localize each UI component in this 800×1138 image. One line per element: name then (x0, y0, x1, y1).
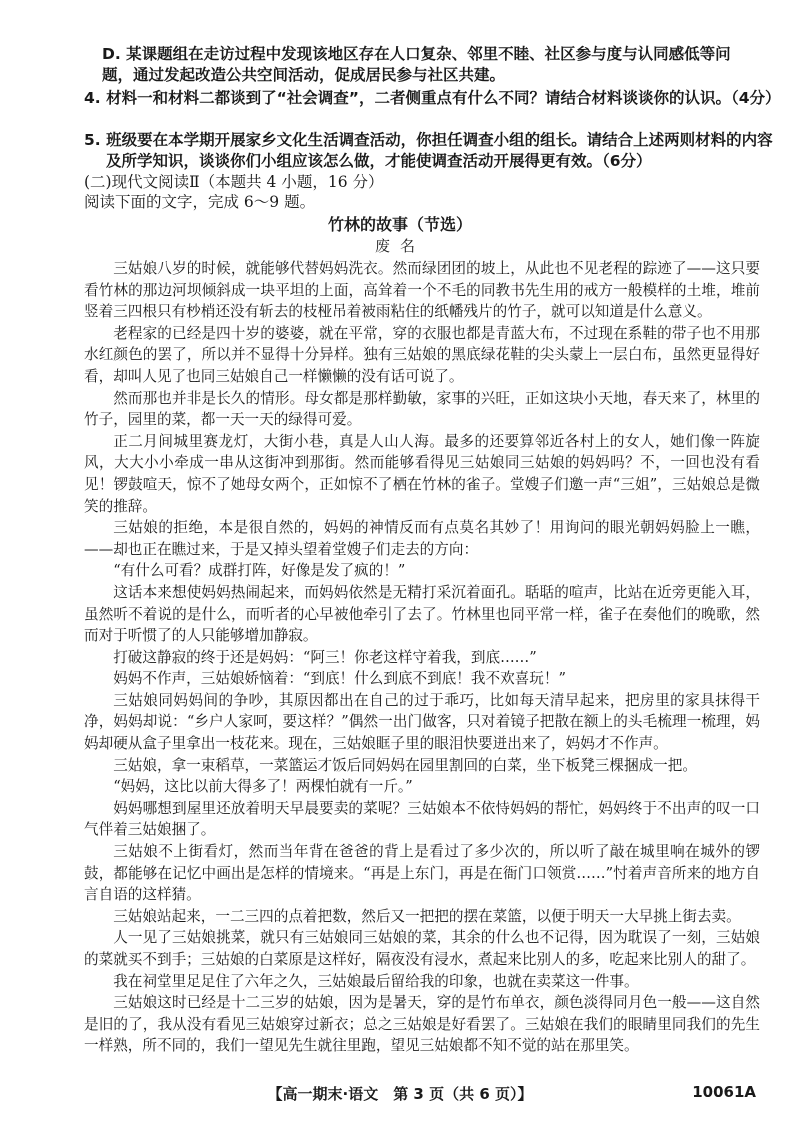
article-paragraph: 正二月间城里赛龙灯，大街小巷，真是人山人海。最多的还要算邻近各村上的女人，她们像一阵旋风，大大小小牵成一串从这街冲到那街。然而能够看得见三姑娘同三姑娘的妈妈吗？不，一回也没有看见！锣鼓喧天，惊不了她母女两个，正如惊不了栖在竹林的雀子。堂嫂子们邀一声“三姐”，三姑娘总是微笑的推辞。 (84, 432, 760, 515)
article-paragraph: 打破这静寂的终于还是妈妈：“阿三！你老这样守着我，到底……” (113, 648, 537, 666)
exam-code: 10061A (692, 1083, 756, 1101)
article-paragraph: 三姑娘同妈妈间的争吵，其原因都出在自己的过于乖巧，比如每天清早起来，把房里的家具抹得干净，妈妈却说：“乡户人家呵，要这样？”偶然一出门做客，只对着镜子把散在额上的头毛梳理一梳理，妈妈却硬从盒子里拿出一枝花来。现在，三姑娘眶子里的眼泪快要迸出来了，妈妈才不作声。 (84, 691, 760, 753)
article-paragraph: “妈妈，这比以前大得多了！两棵怕就有一斤。” (113, 778, 413, 796)
option-d: D. 某课题组在走访过程中发现该地区存在人口复杂、邻里不睦、社区参与度与认同感低等问题，通过发起改造公共空间活动，促成居民参与社区共建。 (102, 45, 731, 84)
question-4-text: 4. 材料一和材料二都谈到了“社会调查”，二者侧重点有什么不同？请结合材料谈谈你的认识。 (84, 89, 731, 107)
article-paragraph: 老程家的已经是四十岁的婆婆，就在平常，穿的衣服也都是青蓝大布，不过现在系鞋的带子也不用那水红颜色的罢了，所以并不显得十分异样。独有三姑娘的黑底绿花鞋的尖头蒙上一层白布，虽然更显得好看，却叫人见了也同三姑娘自己一样懒懒的没有话可说了。 (84, 324, 760, 385)
article-paragraph: 三姑娘八岁的时候，就能够代替妈妈洗衣。然而绿团团的坡上，从此也不见老程的踪迹了——这只要看竹林的那边河坝倾斜成一块平坦的上面，高耸着一个不毛的同教书先生用的戒方一般模样的土堆，堆前竖着三四根只有杪梢还没有斩去的枝桠吊着被雨粘住的纸幡残片的竹子，就可以知道是什么意义。 (84, 260, 760, 321)
article-paragraph: 人一见了三姑娘挑菜，就只有三姑娘同三姑娘的菜，其余的什么也不记得，因为耽误了一刻，三姑娘的菜就买不到手；三姑娘的白菜原是这样好，隔夜没有浸水，煮起来比别人的多，吃起来比别人的甜了。 (84, 929, 760, 968)
article-paragraph: 三姑娘，拿一束稻草，一菜篮运才饭后同妈妈在园里割回的白菜，坐下板凳三棵捆成一把。 (113, 756, 697, 774)
question-5: 5. 班级要在本学期开展家乡文化生活调查活动，你担任调查小组的组长。请结合上述两则材料的内容及所学知识，谈谈你们小组应该怎么做，才能使调查活动开展得更有效。（6分） (84, 131, 773, 170)
article-paragraph: 三姑娘这时已经是十二三岁的姑娘，因为是暑天，穿的是竹布单衣，颜色淡得同月色一般——这自然是旧的了，我从没有看见三姑娘穿过新衣；总之三姑娘是好看罢了。三姑娘在我们的眼睛里同我们的先生一样熟，所不同的，我们一望见先生就往里跑，望见三姑娘都不知不觉的站在那里笑。 (84, 994, 760, 1055)
question-4 (84, 88, 782, 109)
article-body (84, 258, 760, 1057)
article-paragraph: 三姑娘不上街看灯，然而当年背在爸爸的背上是看过了多少次的，所以听了敲在城里响在城外的锣鼓，都能够在记忆中画出是怎样的情境来。“再是上东门，再是在衙门口领赏……”忖着声音所来的地方自言自语的这样猜。 (84, 843, 760, 904)
article-paragraph: 然而那也并非是长久的情形。母女都是那样勤敏，家事的兴旺，正如这块小天地，春天来了，林里的竹子，园里的菜，都一天一天的绿得可爱。 (84, 389, 760, 429)
article-paragraph: 三姑娘站起来，一二三四的点着把数，然后又一把把的摆在菜篮，以便于明天一大早挑上街去卖。 (113, 907, 741, 925)
question-4-score: （4分） (730, 89, 781, 107)
section-heading: (二)现代文阅读Ⅱ（本题共 4 小题，16 分） (84, 173, 384, 191)
article-author: 废名 (374, 237, 425, 255)
article-paragraph: “有什么可看？成群打阵，好像是发了疯的！” (113, 562, 406, 580)
page-footer: 【高一期末·语文 第 3 页（共 6 页）】 (267, 1085, 533, 1103)
article-paragraph: 妈妈哪想到屋里还放着明天早晨要卖的菜呢？三姑娘本不依恃妈妈的帮忙，妈妈终于不出声的叹一口气伴着三姑娘捆了。 (84, 799, 760, 839)
article-paragraph: 这话本来想使妈妈热闹起来，而妈妈依然是无精打采沉着面孔。聒聒的喧声，比站在近旁更能入耳，虽然听不着说的是什么，而听者的心早被他牵引了去了。竹林里也同平常一样，雀子在奏他们的晚歌，然而对于听惯了的人只能够增加静寂。 (84, 583, 760, 645)
article-paragraph: 妈妈不作声，三姑娘娇恼着：“到底！什么到底不到底！我不欢喜玩！” (113, 670, 566, 688)
article-paragraph: 三姑娘的拒绝，本是很自然的，妈妈的神情反而有点莫名其妙了！用询问的眼光朝妈妈脸上一瞧，——却也正在瞧过来，于是又掉头望着堂嫂子们走去的方向： (84, 519, 760, 558)
article-paragraph: 我在祠堂里足足住了六年之久，三姑娘最后留给我的印象，也就在卖菜这一件事。 (113, 972, 639, 990)
reading-instruction: 阅读下面的文字，完成 6～9 题。 (84, 193, 316, 211)
article-title: 竹林的故事（节选） (327, 215, 472, 234)
